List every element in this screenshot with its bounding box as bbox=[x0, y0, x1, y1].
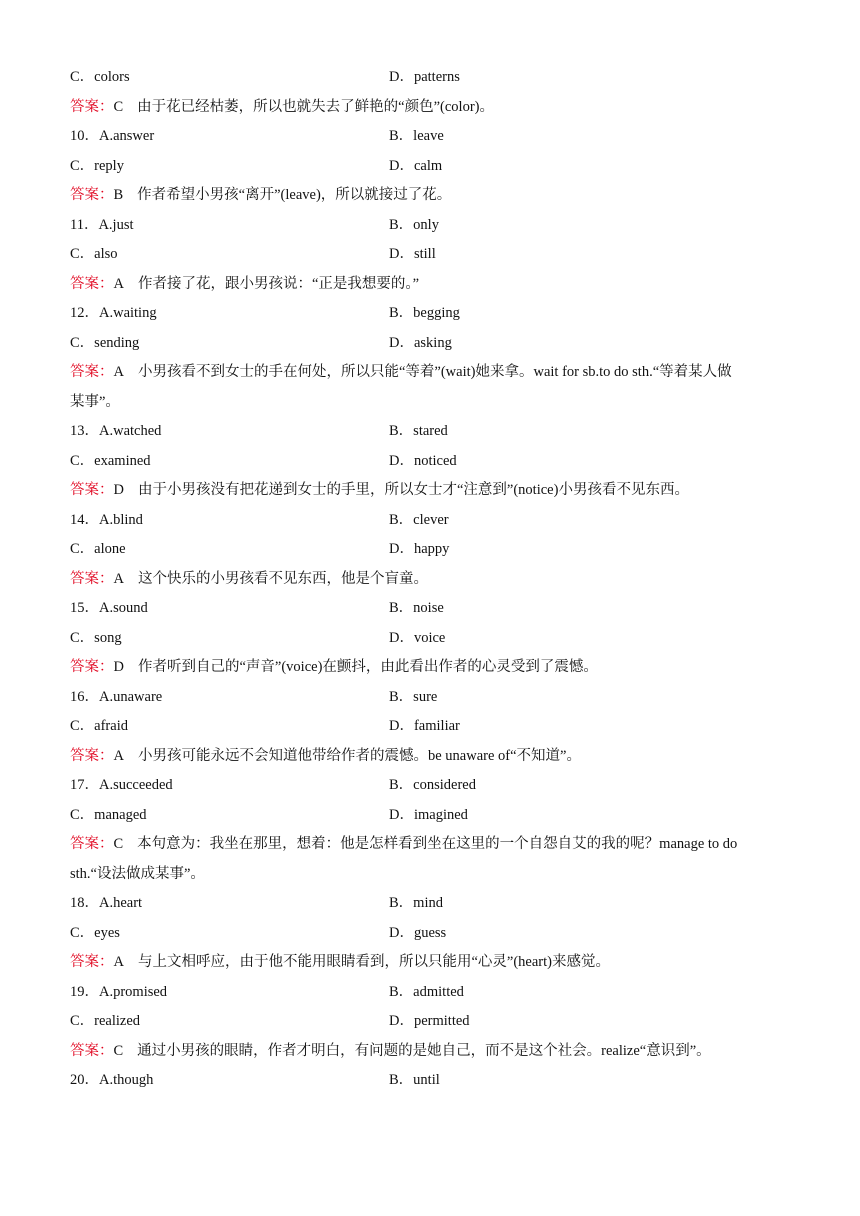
answer-explanation: 小男孩看不到女士的手在何处，所以只能“等着”(wait)她来拿。wait for sb.to do sth.“等着某人做 bbox=[137, 364, 732, 380]
option-left: 18．A.heart bbox=[70, 895, 143, 911]
answer-line bbox=[70, 830, 800, 860]
answer-label: 答案： bbox=[70, 836, 114, 852]
answer-line bbox=[70, 565, 800, 595]
option-row bbox=[70, 624, 800, 654]
option-row bbox=[70, 978, 800, 1008]
option-left: C．eyes bbox=[70, 924, 120, 941]
option-left: C．alone bbox=[70, 541, 126, 557]
answer-explanation-continued: sth.“设法做成某事”。 bbox=[70, 865, 205, 882]
answer-line bbox=[70, 948, 800, 978]
option-right: B．mind bbox=[389, 895, 443, 911]
option-left: C．examined bbox=[70, 452, 151, 469]
option-right: D．imagined bbox=[389, 806, 468, 823]
option-row bbox=[70, 417, 800, 447]
option-left: 15．A.sound bbox=[70, 600, 148, 616]
answer-label: 答案： bbox=[70, 364, 114, 380]
option-right: D．asking bbox=[389, 334, 452, 351]
option-right: D．patterns bbox=[389, 69, 460, 85]
answer-letter: A bbox=[113, 954, 124, 970]
option-row bbox=[70, 299, 800, 329]
answer-explanation: 作者希望小男孩“离开”(leave)，所以就接过了花。 bbox=[137, 187, 452, 203]
option-row bbox=[70, 1066, 800, 1096]
option-right: D．familiar bbox=[389, 718, 460, 734]
option-left: C．sending bbox=[70, 334, 140, 351]
answer-explanation: 通过小男孩的眼睛，作者才明白，有问题的是她自己，而不是这个社会。realize“意识到”。 bbox=[137, 1042, 711, 1059]
answer-letter: D bbox=[113, 482, 124, 498]
answer-letter: C bbox=[113, 836, 124, 852]
answer-explanation: 由于小男孩没有把花递到女士的手里，所以女士才“注意到”(notice)小男孩看不见东西。 bbox=[137, 482, 689, 498]
option-row bbox=[70, 329, 800, 359]
answer-label: 答案： bbox=[70, 187, 114, 203]
answer-letter: D bbox=[113, 659, 124, 675]
option-left: 16．A.unaware bbox=[70, 688, 163, 705]
option-row bbox=[70, 712, 800, 742]
option-left: 20．A.though bbox=[70, 1072, 154, 1088]
option-row bbox=[70, 1007, 800, 1037]
option-left: C．realized bbox=[70, 1013, 141, 1029]
answer-label: 答案： bbox=[70, 98, 114, 115]
option-left: 13．A.watched bbox=[70, 423, 162, 439]
answer-explanation: 作者听到自己的“声音”(voice)在颤抖，由此看出作者的心灵受到了震憾。 bbox=[137, 659, 598, 675]
option-left: C．colors bbox=[70, 69, 130, 85]
option-right: D．happy bbox=[389, 541, 450, 557]
answer-letter: A bbox=[113, 570, 124, 587]
answer-label: 答案： bbox=[70, 275, 114, 292]
answer-line bbox=[70, 653, 800, 683]
answer-line bbox=[70, 181, 800, 211]
document-page bbox=[70, 63, 800, 1096]
option-left: C．afraid bbox=[70, 718, 128, 734]
option-right: B．begging bbox=[389, 305, 460, 321]
answer-line bbox=[70, 270, 800, 300]
answer-explanation-continued: 某事”。 bbox=[70, 393, 120, 410]
answer-explanation: 与上文相呼应，由于他不能用眼睛看到，所以只能用“心灵”(heart)来感觉。 bbox=[137, 954, 610, 970]
option-right: D．still bbox=[389, 246, 436, 262]
option-right: B．until bbox=[389, 1072, 440, 1088]
option-left: 10．A.answer bbox=[70, 128, 155, 144]
option-left: 14．A.blind bbox=[70, 511, 143, 528]
option-right: B．noise bbox=[389, 600, 444, 616]
option-left: 12．A.waiting bbox=[70, 305, 157, 321]
option-left: C．song bbox=[70, 629, 122, 646]
option-row bbox=[70, 240, 800, 270]
option-row bbox=[70, 535, 800, 565]
option-row bbox=[70, 801, 800, 831]
answer-explanation: 由于花已经枯萎，所以也就失去了鲜艳的“颜色”(color)。 bbox=[137, 98, 494, 115]
answer-line bbox=[70, 476, 800, 506]
option-row bbox=[70, 63, 800, 93]
answer-label: 答案： bbox=[70, 570, 114, 587]
option-right: B．only bbox=[389, 216, 439, 233]
option-right: D．guess bbox=[389, 924, 447, 941]
answer-explanation: 小男孩可能永远不会知道他带给作者的震憾。be unaware of“不知道”。 bbox=[137, 747, 581, 764]
option-right: D．calm bbox=[389, 157, 443, 174]
option-row bbox=[70, 506, 800, 536]
option-row bbox=[70, 152, 800, 182]
option-row bbox=[70, 211, 800, 241]
option-row bbox=[70, 122, 800, 152]
option-row bbox=[70, 447, 800, 477]
option-left: C．reply bbox=[70, 157, 124, 174]
option-right: B．clever bbox=[389, 511, 449, 528]
option-right: B．leave bbox=[389, 128, 444, 144]
option-left: C．also bbox=[70, 246, 118, 262]
answer-label: 答案： bbox=[70, 954, 114, 970]
answer-letter: A bbox=[113, 275, 124, 292]
answer-label: 答案： bbox=[70, 482, 114, 498]
answer-letter: C bbox=[113, 1042, 124, 1059]
answer-line bbox=[70, 358, 800, 388]
option-left: 19．A.promised bbox=[70, 983, 168, 1000]
option-right: B．sure bbox=[389, 688, 438, 705]
answer-label: 答案： bbox=[70, 659, 114, 675]
answer-label: 答案： bbox=[70, 1042, 114, 1059]
answer-label: 答案： bbox=[70, 747, 114, 764]
option-row bbox=[70, 683, 800, 713]
option-left: C．managed bbox=[70, 806, 147, 823]
answer-line bbox=[70, 742, 800, 772]
option-left: 11．A.just bbox=[70, 216, 134, 233]
option-right: D．permitted bbox=[389, 1013, 470, 1029]
answer-letter: B bbox=[113, 187, 124, 203]
answer-letter: A bbox=[113, 747, 124, 764]
option-row bbox=[70, 919, 800, 949]
option-row bbox=[70, 771, 800, 801]
answer-explanation: 本句意为：我坐在那里，想着：他是怎样看到坐在这里的一个自怨自艾的我的呢？manage to do bbox=[137, 836, 738, 852]
option-right: D．noticed bbox=[389, 452, 457, 469]
option-right: B．admitted bbox=[389, 983, 464, 1000]
answer-explanation: 这个快乐的小男孩看不见东西，他是个盲童。 bbox=[137, 570, 428, 587]
option-left: 17．A.succeeded bbox=[70, 777, 173, 793]
answer-line bbox=[70, 1037, 800, 1067]
answer-letter: A bbox=[113, 364, 124, 380]
option-row bbox=[70, 889, 800, 919]
answer-letter: C bbox=[113, 98, 124, 115]
option-right: D．voice bbox=[389, 629, 446, 646]
answer-line bbox=[70, 93, 800, 123]
option-right: B．stared bbox=[389, 423, 448, 439]
option-row bbox=[70, 594, 800, 624]
answer-explanation: 作者接了花，跟小男孩说：“正是我想要的。” bbox=[137, 275, 420, 292]
option-right: B．considered bbox=[389, 777, 476, 793]
